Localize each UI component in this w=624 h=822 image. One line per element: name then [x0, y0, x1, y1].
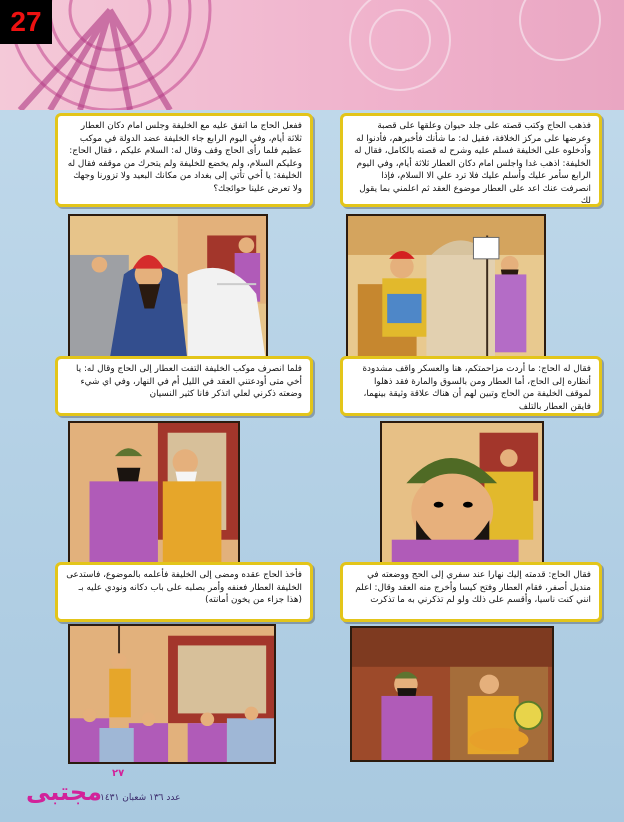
- page-number: 27: [0, 0, 52, 44]
- panel-6-attar-punished: [68, 624, 276, 764]
- caption-1: فذهب الحاج وكتب قصته على جلد حيوان وعلقها على قصبة وعرضها على مركز الخلافة، فقيل له: ما شأنك فأخبرهم، فأدنوا له وأدخلوه على الخليفة فسلم عليه وشرح له قصته بالكامل، فقال له الخليفة: اذهب غدا واجلس امام دكان العطار ثلاثة أيام، وفي اليوم الرابع سأمر عليك وأسلم عليك فلا ترد علي الا السلام، فإذا انصرفت عنك اعد على العطار موضوع العقد ثم اعلمني بما يقول لك: [340, 113, 602, 207]
- panel-1-caliph-seated: [346, 214, 546, 366]
- panel-3-attar-closeup: [380, 421, 544, 567]
- magazine-logo: مجتبى: [25, 778, 102, 806]
- caption-5: فقال الحاج: قدمته إليك نهارا عند سفري إلى الحج ووضعته في منديل أصفر، فقام العطار وفتح كيسا وأخرج منه العقد وقال: اعلم انني كنت ناسيا، وأقسم على ذلك ولو لم تذكرني به ما تذكرت: [340, 562, 602, 622]
- panel-5-attar-returns-necklace: [350, 626, 554, 762]
- panel-2-caliph-procession: [68, 214, 268, 366]
- caption-6: فأخذ الحاج عقده ومضى إلى الخليفة فأعلمه بالموضوع، فاستدعى الخليفة العطار فعنفه وأمر بصلبه على باب دكانه ونودي عليه بـ (هذا جزاء من يخون أمانته): [55, 562, 313, 622]
- caption-3: فقال له الحاج: ما أردت مزاحمتكم، هنا والعسكر واقف مشدودة أنظاره إلى الحاج، أما العطار ومن بالسوق والمارة فقد ذهلوا لموقف الخليفة من الحاج وتبين لهم أن هناك علاقة وثيقة بينهما، فايقن العطار بالتلف: [340, 356, 602, 416]
- panel-4-attar-asks-haj: [68, 421, 240, 567]
- caption-4: فلما انصرف موكب الخليفة التفت العطار إلى الحاج وقال له: يا أخي متى أودعتني العقد في الليل أم في النهار، وفي اي شيء وضعته ذكرني لعلي اتذكر فانا كثير النسيان: [55, 356, 313, 416]
- footer-page-number: ٢٧: [112, 768, 125, 779]
- issue-label: عدد ١٣٦ شعبان ١٤٣١: [100, 793, 181, 803]
- decorative-swirl: [0, 0, 624, 110]
- caption-2: ففعل الحاج ما اتفق عليه مع الخليفة وجلس امام دكان العطار ثلاثة أيام، وفي اليوم الرابع جاء الخليفة عضد الدولة في موكب عظيم فلما رأى الحاج وقف وقال له: السلام عليكم ، فقال الحاج: وعليكم السلام، ولم يخضع للخليفة ولم يتحرك من موقفه فقال له الخليفة: يا أخي تأتي إلى بغداد من مكانك البعيد ولا تزورنا وجهك ولا تعرض علينا حوائجك؟: [55, 113, 313, 207]
